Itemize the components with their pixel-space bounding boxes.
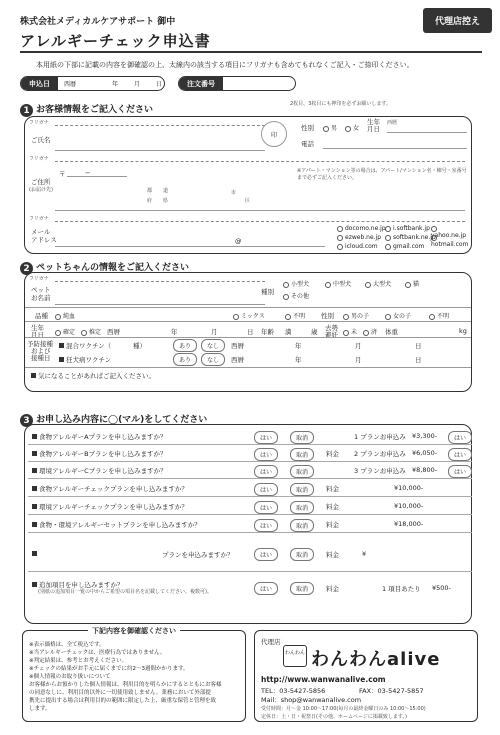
note-item: します。 xyxy=(29,706,51,712)
section-1-number: 1 xyxy=(20,104,33,117)
agency-url[interactable]: http://www.wanwanalive.com xyxy=(261,675,386,684)
plan-row: 食物・環境アレルギーセットプランを申し込みますか？ はい 取消 料金 ¥18,000- xyxy=(28,516,472,533)
order-number-field[interactable] xyxy=(178,76,296,91)
agency-copy-badge: 代理店控え xyxy=(423,8,492,33)
title-divider xyxy=(20,51,482,53)
cancel-option[interactable]: 取消 xyxy=(290,465,314,478)
pet-info-box: フリガナ ペット お名前 種別 小型犬 中型犬 大型犬 猫 その他 品種 純血 ミックス 不明 性別 男の子 女の子 不明 生年 月日 確定 推定 西暦 年 月 日 年齢 満 歳 去勢 避妊 未 済 体重 kg 予防接種 および 接種日 混合ワクチン（ 種） あり なし 西暦 年 月 日 狂犬病ワクチン あり なし 西暦 年 月 日 気になることがあればご記入ください。 xyxy=(24,272,472,392)
cancel-option[interactable]: 取消 xyxy=(290,501,314,514)
plan-row: 環境アレルギーチェックプランを申し込みますか？ はい 取消 料金 ¥10,000- xyxy=(28,498,472,515)
agency-mail[interactable]: Mail：shop@wanwanalive.com xyxy=(261,696,362,704)
apartment-note: ※アパート・マンション等の場合は、アパート/マンション名・棟号・室番号まで必ずご記入ください。 xyxy=(297,168,467,181)
domain-option[interactable]: gmail.com xyxy=(385,243,424,250)
yes-option[interactable]: はい xyxy=(254,548,278,561)
note-item: ※個人情報のお取り扱いについて xyxy=(29,674,111,680)
section-1-title: お客様情報をご記入ください xyxy=(36,105,154,115)
concerns-label: 気になることがあればご記入ください。 xyxy=(31,371,155,380)
yes-option[interactable]: はい xyxy=(448,465,472,478)
pet-type-option[interactable]: 大型犬 xyxy=(365,279,391,288)
plan-row: 環境アレルギーCプランを申し込みますか？ はい 取消 3 プランお申込み ¥8,800- はい xyxy=(28,462,472,479)
section-3-title: お申し込み内容に◯(マル)をしてください xyxy=(36,415,208,425)
pet-type-option[interactable]: 猫 xyxy=(405,279,419,288)
email-input[interactable] xyxy=(55,225,325,247)
pet-gender-female-option[interactable]: 女の子 xyxy=(385,311,411,320)
agency-logo: わんわんalive xyxy=(311,649,441,670)
domain-option[interactable]: ezweb.ne.jp xyxy=(337,234,381,241)
address-input[interactable] xyxy=(55,179,465,211)
customer-info-box: フリガナ ご氏名 印 性別 男 女 生年月日 西暦 電話 フリガナ ご住所 (お届け先) 〒 − ※アパート・マンション等の場合は、アパート/マンション名・棟号・室番号まで必ずご記入ください。 都 道 府 県 市 区 フリガナ メール アドレス @ docomo.ne.jp i.softbank.jp yahoo.ne.jp ezweb.ne.jp softbank.ne.jp hotmail.com icloud.com gmail.com xyxy=(24,116,472,254)
plan-row: 食物アレルギーチェックプランを申し込みますか？ はい 取消 料金 ¥10,000- xyxy=(28,480,472,497)
instruction-text: 本用紙の下部に記載の内容を御確認の上、太線内の該当する項目にフリガナも含めてもれなくご記入・ご捺印ください。 xyxy=(36,61,414,69)
pet-type-option[interactable]: 中型犬 xyxy=(325,279,351,288)
additional-items-input[interactable] xyxy=(32,598,252,614)
rabies-vaccine-no-option[interactable]: なし xyxy=(201,353,225,366)
notes-box xyxy=(22,627,246,722)
plan-row: 食物アレルギーAプランを申し込みますか？ はい 取消 1 プランお申込み ¥3,300- はい xyxy=(28,428,472,445)
breed-pure-option[interactable]: 純血 xyxy=(55,311,75,320)
agency-fax: FAX：03-5427-5857 xyxy=(359,687,424,695)
plan-row: 食物アレルギーBプランを申し込みますか？ はい 取消 料金 2 プランお申込み ¥6,050- はい xyxy=(28,445,472,462)
notes-list xyxy=(29,641,222,713)
yes-option[interactable]: はい xyxy=(448,448,472,461)
breed-unknown-option[interactable]: 不明 xyxy=(285,311,305,320)
company-name: 株式会社メディカルケアサポート 御中 xyxy=(20,17,176,27)
pet-name-label: ペット xyxy=(31,286,51,294)
agency-tel: TEL：03-5427-5856 xyxy=(261,687,326,695)
yes-option[interactable]: はい xyxy=(254,448,278,461)
mixed-vaccine-yes-option[interactable]: あり xyxy=(173,339,197,352)
domain-option[interactable]: icloud.com xyxy=(337,243,378,250)
yes-option[interactable]: はい xyxy=(254,465,278,478)
birth-estimated-option[interactable]: 推定 xyxy=(81,327,101,336)
order-number-label: 注文番号 xyxy=(179,77,223,90)
address-label: ご住所 xyxy=(31,178,51,186)
yes-option[interactable]: はい xyxy=(254,431,278,444)
cancel-option[interactable]: 取消 xyxy=(290,483,314,496)
domain-option[interactable]: yahoo.ne.jp xyxy=(431,225,471,239)
note-item: お客様からお預かりした個人情報は、利用目的を明らかにするとともにお客様 xyxy=(29,682,222,688)
notes-title: 下記内容を御確認ください xyxy=(88,626,180,636)
domain-option[interactable]: i.softbank.jp xyxy=(385,225,430,232)
pet-name-input[interactable] xyxy=(55,283,265,305)
concerns-input[interactable] xyxy=(29,379,465,389)
name-input[interactable] xyxy=(55,127,265,151)
note-item: ※判定結果は、参考とお考えください。 xyxy=(29,658,128,664)
yes-option[interactable]: はい xyxy=(254,483,278,496)
blank-plan-row: プランを申込みますか？ はい 取消 料金 ¥ xyxy=(28,536,472,572)
pet-type-option[interactable]: 小型犬 xyxy=(283,279,309,288)
section-3-number: 3 xyxy=(20,414,33,427)
birthdate-input[interactable] xyxy=(387,123,467,133)
domain-option[interactable]: hotmail.com xyxy=(431,234,471,248)
cancel-option[interactable]: 取消 xyxy=(290,582,314,595)
logo-icon: わんわん xyxy=(283,645,307,667)
yes-option[interactable]: はい xyxy=(448,431,472,444)
cancel-option[interactable]: 取消 xyxy=(290,548,314,561)
gender-male-option[interactable]: 男 xyxy=(323,123,337,132)
note-item: ※当アレルギーチェックは、医療行為ではありません。 xyxy=(29,650,166,656)
yes-option[interactable]: はい xyxy=(254,519,278,532)
section-2-title: ペットちゃんの情報をご記入ください xyxy=(36,263,190,273)
pet-gender-unknown-option[interactable]: 不明 xyxy=(429,311,449,320)
additional-items-row: 追加項目を申し込みますか？ (別紙の追加項目一覧の中からご希望の項目名を記載してください。複数可)。 はい 取消 料金 1 項目あたり ¥500- xyxy=(28,576,472,620)
note-item: ※表示価格は、全て税込です。 xyxy=(29,642,105,648)
agency-label: 代理店 xyxy=(261,638,281,646)
agency-closed: 定休日：土・日・祝祭日(その他、ホームページに掲載致します。) xyxy=(261,714,407,720)
seal-circle[interactable]: 印 xyxy=(261,121,287,147)
application-date-label: 申込日 xyxy=(21,77,58,90)
pet-gender-male-option[interactable]: 男の子 xyxy=(343,311,369,320)
email-label: メール xyxy=(31,228,51,236)
note-item: ※チェックの結果がお手元に届くまでに約2〜3週間かかります。 xyxy=(29,666,189,672)
phone-input[interactable] xyxy=(323,135,467,149)
breed-mix-option[interactable]: ミックス xyxy=(233,311,265,320)
application-date-field[interactable]: 申込日 西暦 年 月 日 xyxy=(20,76,165,91)
era-label: 西暦 xyxy=(64,81,77,88)
rabies-vaccine-yes-option[interactable]: あり xyxy=(173,353,197,366)
neutered-yes-option[interactable]: 済 xyxy=(363,327,377,336)
name-label: ご氏名 xyxy=(31,136,51,144)
birth-label: 生年月日 xyxy=(367,118,380,133)
pet-type-option[interactable]: その他 xyxy=(283,291,309,300)
note-item: 携先に提出する場合は利用目的の範囲に限定した上、厳重な保管と管理を致 xyxy=(29,698,217,704)
mixed-vaccine-no-option[interactable]: なし xyxy=(201,339,225,352)
cancel-option[interactable]: 取消 xyxy=(290,431,314,444)
neutered-no-option[interactable]: 未 xyxy=(343,327,357,336)
domain-option[interactable]: docomo.ne.jp xyxy=(337,225,386,232)
section-2-number: 2 xyxy=(20,262,33,275)
form-title: アレルギーチェック申込書 xyxy=(20,32,211,50)
agency-box xyxy=(254,630,478,722)
note-item: の同意なしに、利用目的以外に一切使用致しません。業務において外部提 xyxy=(29,690,211,696)
gender-female-option[interactable]: 女 xyxy=(345,123,359,132)
yes-option[interactable]: はい xyxy=(254,582,278,595)
postal-code-input[interactable] xyxy=(67,165,127,177)
cancel-option[interactable]: 取消 xyxy=(290,519,314,532)
cancel-option[interactable]: 取消 xyxy=(290,448,314,461)
birth-confirmed-option[interactable]: 確定 xyxy=(55,327,75,336)
domain-option[interactable]: softbank.ne.jp xyxy=(385,234,436,241)
yes-option[interactable]: はい xyxy=(254,501,278,514)
agency-hours: 受付時間：月〜金 10:00〜17:00(毎月の最終金曜日のみ 10:00〜15:00) xyxy=(261,706,426,712)
seal-note: 2枚目、3枚目にも押印を必ずお願いします。 xyxy=(290,101,391,107)
